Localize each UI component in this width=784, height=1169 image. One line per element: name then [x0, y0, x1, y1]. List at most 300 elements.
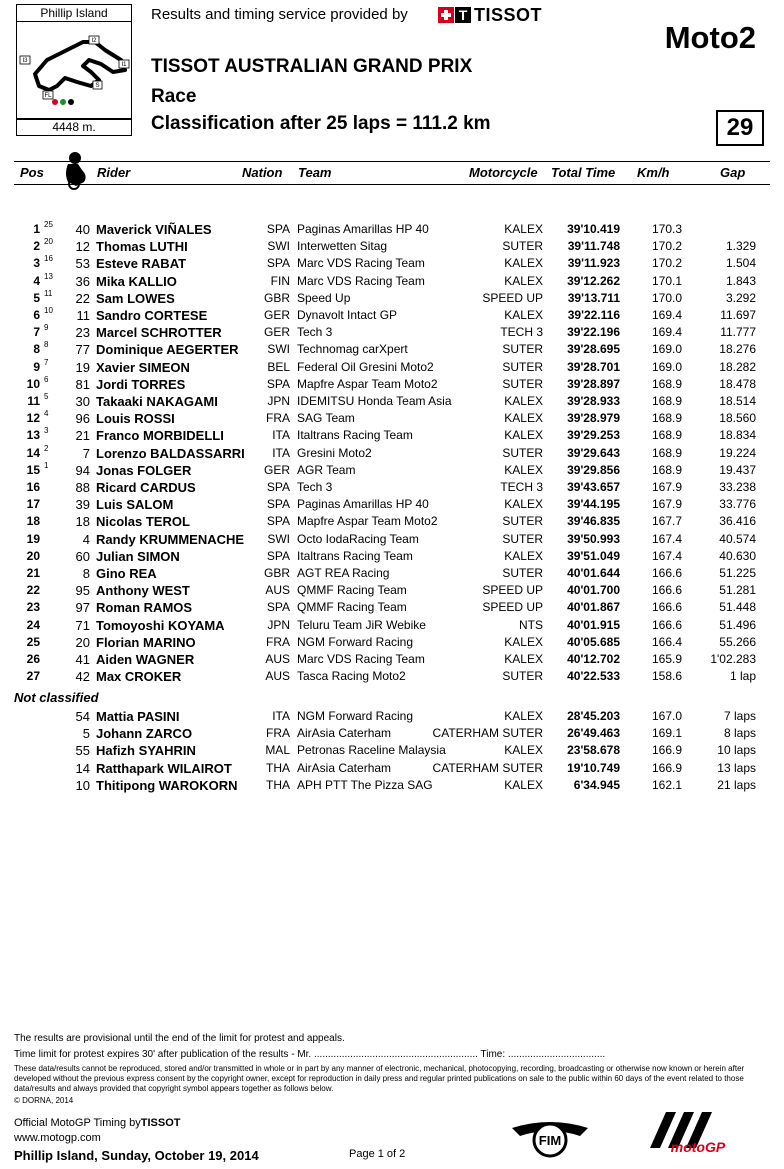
rider-name-cell: Gino REA — [96, 566, 157, 581]
gap-cell: 11.697 — [720, 308, 756, 322]
grid-position-cell: 7 — [44, 357, 49, 367]
team-cell: Interwetten Sitag — [297, 239, 388, 254]
speed-cell: 166.6 — [651, 617, 682, 632]
nation-cell: BEL — [267, 359, 290, 374]
header-pos: Pos — [20, 165, 44, 180]
team-cell: NGM Forward Racing — [297, 709, 414, 723]
rider-number-cell: 54 — [75, 709, 90, 724]
team-cell: Mapfre Aspar Team Moto2 — [297, 376, 438, 391]
speed-cell: 167.9 — [651, 497, 682, 512]
header-nation: Nation — [242, 165, 283, 180]
gap-cell: 18.514 — [719, 394, 756, 408]
rider-number-cell: 20 — [75, 634, 90, 650]
team-cell: Marc VDS Racing Team — [297, 273, 425, 288]
gap-cell: 1.329 — [725, 239, 756, 254]
rider-name-cell: Thitipong WAROKORN — [96, 777, 238, 793]
rider-name-cell: Ricard CARDUS — [96, 480, 196, 495]
header-kmh: Km/h — [637, 165, 670, 180]
motorcycle-cell: SUTER — [502, 342, 543, 357]
position-cell: 2 — [33, 239, 40, 254]
total-time-cell: 19'10.749 — [567, 760, 620, 775]
rider-number-cell: 11 — [76, 308, 90, 323]
table-row — [0, 443, 784, 463]
event-title: TISSOT AUSTRALIAN GRAND PRIX — [151, 56, 473, 77]
session-name: Race — [151, 86, 197, 107]
motorcycle-cell: KALEX — [504, 634, 543, 649]
gap-cell: 51.448 — [719, 600, 756, 615]
table-row — [0, 549, 784, 566]
motorcycle-cell: CATERHAM SUTER — [432, 760, 543, 775]
rider-number-cell: 81 — [75, 376, 90, 392]
grid-position-cell: 25 — [44, 220, 53, 229]
speed-cell: 168.9 — [651, 445, 682, 460]
team-cell: IDEMITSU Honda Team Asia — [297, 394, 452, 408]
rider-number-cell: 88 — [75, 480, 90, 495]
gap-cell: 19.437 — [719, 462, 756, 477]
gap-cell: 18.560 — [719, 411, 756, 426]
nation-cell: SWI — [267, 342, 290, 357]
team-cell: AirAsia Caterham — [297, 760, 392, 775]
speed-cell: 162.1 — [651, 777, 682, 792]
total-time-cell: 39'11.748 — [567, 239, 620, 254]
gap-cell: 18.282 — [719, 359, 756, 374]
speed-cell: 168.9 — [651, 411, 682, 426]
position-cell: 18 — [26, 514, 40, 529]
category-title: Moto2 — [664, 20, 756, 55]
team-cell: Petronas Raceline Malaysia — [297, 743, 446, 758]
rider-name-cell: Randy KRUMMENACHE — [96, 531, 245, 547]
total-time-cell: 39'12.262 — [567, 273, 620, 288]
gap-cell: 18.478 — [719, 376, 756, 391]
timing-brand: TISSOT — [140, 1117, 181, 1129]
rider-number-cell: 77 — [75, 342, 90, 358]
motorcycle-cell: KALEX — [504, 222, 543, 236]
table-row — [0, 256, 784, 273]
grid-position-cell: 6 — [44, 374, 49, 384]
table-row — [0, 374, 784, 394]
position-cell: 4 — [33, 273, 40, 288]
table-row — [0, 635, 784, 652]
rider-name-cell: Mika KALLIO — [96, 273, 177, 289]
not-classified-heading: Not classified — [14, 690, 99, 705]
speed-cell: 168.9 — [651, 394, 682, 408]
gap-cell: 3.292 — [725, 290, 756, 305]
motogp-logo-text: motoGP — [670, 1139, 726, 1155]
table-row — [0, 222, 784, 239]
gap-cell: 33.238 — [719, 480, 756, 494]
team-cell: Paginas Amarillas HP 40 — [297, 497, 429, 512]
speed-cell: 167.4 — [651, 548, 682, 563]
team-cell: Federal Oil Gresini Moto2 — [297, 359, 434, 374]
speed-cell: 169.4 — [651, 308, 682, 322]
position-cell: 5 — [33, 290, 40, 305]
nation-cell: SPA — [266, 480, 290, 494]
map-label-fl: FL — [44, 93, 52, 99]
timing-credit — [14, 1117, 181, 1129]
total-time-cell: 39'50.993 — [567, 531, 620, 546]
rider-name-cell: Louis ROSSI — [96, 411, 175, 427]
rider-number-cell: 95 — [75, 583, 90, 599]
rider-name-cell: Thomas LUTHI — [96, 239, 188, 255]
gap-cell: 7 laps — [723, 709, 756, 723]
position-cell: 8 — [33, 342, 40, 357]
total-time-cell: 39'44.195 — [567, 497, 620, 512]
total-time-cell: 39'29.643 — [567, 445, 620, 460]
table-row — [0, 743, 784, 760]
team-cell: Italtrans Racing Team — [297, 548, 413, 563]
gap-cell: 51.281 — [719, 583, 756, 598]
gap-cell: 36.416 — [719, 514, 756, 529]
rider-number-cell: 97 — [75, 600, 90, 616]
gap-cell: 51.496 — [719, 617, 756, 632]
map-label-i1: I1 — [121, 62, 127, 68]
rider-number-cell: 19 — [75, 359, 90, 375]
position-cell: 6 — [33, 308, 40, 322]
position-cell: 15 — [26, 462, 40, 477]
header-team: Team — [298, 165, 332, 180]
team-cell: QMMF Racing Team — [297, 600, 407, 615]
position-cell: 9 — [33, 359, 40, 374]
grid-position-cell: 16 — [44, 254, 53, 264]
rider-name-cell: Mattia PASINI — [96, 709, 180, 724]
team-cell: Italtrans Racing Team — [297, 428, 413, 443]
speed-cell: 165.9 — [651, 652, 682, 666]
total-time-cell: 39'28.933 — [567, 394, 620, 408]
team-cell: Marc VDS Racing Team — [297, 256, 425, 271]
grid-position-cell: 9 — [44, 323, 49, 333]
speed-cell: 168.9 — [651, 462, 682, 477]
nation-cell: GER — [263, 462, 290, 477]
total-time-cell: 6'34.945 — [573, 777, 620, 792]
total-time-cell: 39'28.897 — [567, 376, 620, 391]
table-row — [0, 411, 784, 428]
total-time-cell: 39'43.657 — [567, 480, 620, 494]
total-time-cell: 40'12.702 — [567, 652, 620, 666]
total-time-cell: 40'01.644 — [567, 566, 620, 580]
gap-cell: 18.834 — [719, 428, 756, 443]
table-row — [0, 761, 784, 778]
rider-name-cell: Max CROKER — [96, 669, 182, 685]
total-time-cell: 28'45.203 — [567, 709, 620, 723]
motorcycle-cell: KALEX — [504, 548, 543, 563]
motorcycle-cell: SUTER — [502, 669, 543, 684]
classification-title: Classification after 25 laps = 111.2 km — [151, 113, 491, 134]
rider-name-cell: Dominique AEGERTER — [96, 342, 239, 358]
motorcycle-cell: CATERHAM SUTER — [432, 726, 543, 741]
rider-number-cell: 71 — [75, 617, 90, 633]
rider-name-cell: Takaaki NAKAGAMI — [96, 394, 218, 409]
rider-name-cell: Hafizh SYAHRIN — [96, 743, 196, 759]
gap-cell: 1.504 — [725, 256, 756, 271]
position-cell: 11 — [27, 394, 40, 408]
motorcycle-cell: KALEX — [504, 273, 543, 288]
nation-cell: GBR — [263, 566, 290, 580]
nation-cell: JPN — [267, 394, 290, 408]
total-time-cell: 40'22.533 — [567, 669, 620, 684]
position-cell: 14 — [26, 445, 40, 460]
nation-cell: GER — [263, 325, 290, 340]
protest-notice: The results are provisional until the end of the limit for protest and appeals. — [14, 1033, 345, 1044]
table-row — [0, 566, 784, 583]
motorcycle-cell: KALEX — [504, 411, 543, 426]
motorcycle-cell: SUTER — [502, 445, 543, 460]
circuit-name: Phillip Island — [16, 4, 132, 22]
rider-name-cell: Marcel SCHROTTER — [96, 325, 222, 341]
motorcycle-cell: KALEX — [504, 743, 543, 758]
nation-cell: ITA — [272, 445, 290, 460]
total-time-cell: 39'28.695 — [567, 342, 620, 357]
total-time-cell: 39'10.419 — [567, 222, 620, 236]
rider-name-cell: Nicolas TEROL — [96, 514, 190, 530]
speed-cell: 167.0 — [651, 709, 682, 723]
grid-position-cell: 10 — [44, 306, 53, 315]
grid-position-cell: 5 — [44, 392, 49, 401]
total-time-cell: 23'58.678 — [567, 743, 620, 758]
nation-cell: AUS — [265, 669, 290, 684]
nation-cell: SPA — [266, 256, 290, 271]
speed-cell: 158.6 — [651, 669, 682, 684]
grid-position-cell: 1 — [44, 460, 49, 470]
table-row — [0, 428, 784, 445]
motorcycle-cell: SPEED UP — [482, 290, 543, 305]
copyright-notice: These data/results cannot be reproduced, stored and/or transmitted in whole or in part by any manner of electronic, mechanical, photocopying, recording, broadcasting or otherwise now known or herein after developed without the previous express consent by the copyright owner, except for reproduction in daily press and regular printed publications on sale to the public within 60 days of the event related to those data/results and always provided that copyright symbol appears together as follows below. — [14, 1064, 745, 1093]
rider-name-cell: Xavier SIMEON — [96, 359, 190, 375]
nation-cell: GBR — [263, 290, 290, 305]
total-time-cell: 39'29.856 — [567, 462, 620, 477]
copyright-owner: © DORNA, 2014 — [14, 1096, 74, 1105]
rider-name-cell: Florian MARINO — [96, 634, 196, 650]
total-time-cell: 39'29.253 — [567, 428, 620, 443]
team-cell: NGM Forward Racing — [297, 634, 414, 649]
nation-cell: FRA — [266, 726, 290, 741]
motorcycle-cell: KALEX — [504, 497, 543, 512]
position-cell: 10 — [26, 376, 40, 391]
header-rule — [14, 161, 770, 162]
position-cell: 24 — [26, 617, 40, 632]
position-cell: 20 — [26, 548, 40, 563]
table-row — [0, 288, 784, 308]
gap-cell: 40.574 — [719, 531, 756, 546]
gap-cell: 55.266 — [719, 634, 756, 649]
rider-name-cell: Jordi TORRES — [96, 376, 186, 392]
team-cell: Marc VDS Racing Team — [297, 652, 425, 666]
rider-name-cell: Aiden WAGNER — [96, 652, 195, 667]
speed-cell: 168.9 — [651, 376, 682, 391]
table-row — [0, 726, 784, 743]
gap-cell: 11.777 — [720, 325, 756, 340]
circuit-length: 4448 m. — [16, 119, 132, 136]
speed-cell: 170.1 — [651, 273, 682, 288]
total-time-cell: 40'01.700 — [567, 583, 620, 598]
speed-cell: 166.6 — [651, 566, 682, 580]
rider-number-cell: 36 — [75, 273, 90, 289]
rider-number-cell: 23 — [75, 325, 90, 341]
rider-name-cell: Maverick VIÑALES — [96, 222, 212, 237]
table-row — [0, 394, 784, 411]
gap-cell: 51.225 — [719, 566, 756, 580]
tissot-t-icon: T — [455, 7, 471, 23]
protest-time-limit: Time limit for protest expires 30' after publication of the results - Mr. ........................................................... Time: ................................... — [14, 1049, 606, 1060]
speed-cell: 170.3 — [651, 222, 682, 236]
motogp-logo — [640, 1108, 740, 1169]
gap-cell: 1 lap — [729, 669, 756, 684]
nation-cell: SPA — [266, 497, 290, 512]
table-row — [0, 239, 784, 256]
rider-number-cell: 5 — [82, 726, 90, 742]
team-cell: Gresini Moto2 — [297, 445, 372, 460]
total-time-cell: 39'13.711 — [567, 290, 620, 305]
speed-cell: 169.0 — [651, 342, 682, 357]
table-row — [0, 325, 784, 342]
rider-name-cell: Esteve RABAT — [96, 256, 187, 272]
speed-cell: 166.9 — [651, 743, 682, 758]
rider-name-cell: Franco MORBIDELLI — [96, 428, 224, 444]
team-cell: Technomag carXpert — [297, 342, 408, 357]
motorcycle-cell: SPEED UP — [482, 600, 543, 615]
speed-cell: 166.6 — [651, 600, 682, 615]
rider-number-cell: 41 — [75, 652, 90, 667]
rider-name-cell: Sam LOWES — [96, 290, 175, 306]
speed-cell: 170.0 — [651, 290, 682, 305]
fim-logo-text: FIM — [538, 1133, 562, 1148]
motorcycle-cell: KALEX — [504, 652, 543, 666]
speed-cell: 168.9 — [651, 428, 682, 443]
tissot-wordmark: TISSOT — [474, 4, 543, 25]
rider-number-cell: 40 — [75, 222, 90, 237]
grid-position-cell: 4 — [44, 409, 49, 419]
nation-cell: SPA — [266, 600, 290, 615]
rider-name-cell: Sandro CORTESE — [96, 308, 208, 323]
team-cell: AGR Team — [297, 462, 356, 477]
table-row — [0, 497, 784, 514]
gap-cell: 21 laps — [717, 777, 756, 792]
header-rule — [14, 184, 770, 185]
rider-number-cell: 14 — [75, 760, 90, 776]
position-cell: 16 — [26, 480, 40, 494]
rider-number-cell: 8 — [82, 566, 90, 581]
rider-number-cell: 7 — [82, 445, 90, 461]
rider-name-cell: Tomoyoshi KOYAMA — [96, 617, 225, 633]
nation-cell: SWI — [267, 239, 290, 254]
circuit-map-icon — [17, 20, 131, 118]
gap-cell: 13 laps — [717, 760, 756, 775]
gap-cell: 8 laps — [723, 726, 756, 741]
rider-number-cell: 96 — [75, 411, 90, 427]
nation-cell: AUS — [265, 652, 290, 666]
position-cell: 19 — [26, 531, 40, 546]
nation-cell: GER — [263, 308, 290, 322]
position-cell: 3 — [33, 256, 40, 271]
motorcycle-cell: TECH 3 — [500, 325, 543, 340]
motorcycle-cell: KALEX — [504, 777, 543, 792]
nation-cell: ITA — [272, 709, 290, 723]
nation-cell: FRA — [266, 411, 290, 426]
position-cell: 21 — [26, 566, 40, 580]
speed-cell: 167.4 — [651, 531, 682, 546]
table-row — [0, 357, 784, 377]
total-time-cell: 39'51.049 — [567, 548, 620, 563]
total-time-cell: 39'46.835 — [567, 514, 620, 529]
nation-cell: MAL — [265, 743, 290, 758]
nation-cell: THA — [266, 760, 290, 775]
team-cell: Tasca Racing Moto2 — [297, 669, 406, 684]
motorcycle-cell: SUTER — [502, 239, 543, 254]
table-row — [0, 480, 784, 497]
header-motorcycle: Motorcycle — [469, 165, 538, 180]
nation-cell: AUS — [265, 583, 290, 598]
table-row — [0, 583, 784, 600]
gap-cell: 1.843 — [725, 273, 756, 288]
table-row — [0, 709, 784, 726]
map-label-i3: I3 — [22, 58, 28, 64]
rider-name-cell: Julian SIMON — [96, 548, 180, 564]
timing-prefix: Official MotoGP Timing by — [14, 1117, 141, 1129]
gap-cell: 19.224 — [719, 445, 756, 460]
service-text: Results and timing service provided by — [151, 6, 408, 23]
map-label-s: S — [95, 83, 100, 89]
header-rider: Rider — [97, 165, 131, 180]
nation-cell: JPN — [267, 617, 290, 632]
speed-cell: 167.9 — [651, 480, 682, 494]
position-cell: 13 — [26, 428, 40, 443]
laps-badge: 29 — [716, 110, 764, 146]
motorcycle-cell: KALEX — [504, 256, 543, 271]
table-row — [0, 342, 784, 359]
grid-position-cell: 11 — [44, 288, 53, 298]
nation-cell: SPA — [266, 514, 290, 529]
gap-cell: 33.776 — [719, 497, 756, 512]
team-cell: AirAsia Caterham — [297, 726, 392, 741]
position-cell: 26 — [26, 652, 40, 666]
rider-name-cell: Roman RAMOS — [96, 600, 193, 616]
rider-number-cell: 12 — [75, 239, 90, 255]
rider-name-cell: Luis SALOM — [96, 497, 174, 513]
motorcycle-cell: SPEED UP — [482, 583, 543, 598]
table-row — [0, 652, 784, 669]
swiss-cross-icon — [438, 7, 454, 23]
position-cell: 22 — [26, 583, 40, 598]
team-cell: Dynavolt Intact GP — [297, 308, 398, 322]
position-cell: 23 — [26, 600, 40, 615]
nation-cell: ITA — [272, 428, 290, 443]
website-link[interactable]: www.motogp.com — [14, 1132, 101, 1144]
nation-cell: THA — [266, 777, 290, 792]
rider-number-cell: 55 — [75, 743, 90, 759]
total-time-cell: 40'05.685 — [567, 634, 620, 649]
total-time-cell: 40'01.867 — [567, 600, 620, 615]
position-cell: 1 — [33, 222, 40, 236]
position-cell: 25 — [26, 634, 40, 649]
speed-cell: 166.9 — [651, 760, 682, 775]
grid-position-cell: 2 — [44, 443, 49, 453]
tissot-logo — [438, 6, 542, 24]
motorcycle-cell: TECH 3 — [500, 480, 543, 494]
team-cell: QMMF Racing Team — [297, 583, 407, 598]
table-row — [0, 514, 784, 531]
total-time-cell: 39'22.116 — [567, 308, 620, 322]
gap-cell: 40.630 — [719, 548, 756, 563]
map-label-i2: I2 — [91, 38, 97, 44]
nation-cell: SPA — [266, 222, 290, 236]
nation-cell: FRA — [266, 634, 290, 649]
speed-cell: 166.4 — [651, 634, 682, 649]
rider-number-cell: 42 — [75, 669, 90, 685]
place-date: Phillip Island, Sunday, October 19, 2014 — [14, 1148, 259, 1163]
page-number: Page 1 of 2 — [349, 1148, 406, 1160]
motorcycle-cell: KALEX — [504, 308, 543, 322]
table-row — [0, 532, 784, 549]
gap-cell: 18.276 — [719, 342, 756, 357]
